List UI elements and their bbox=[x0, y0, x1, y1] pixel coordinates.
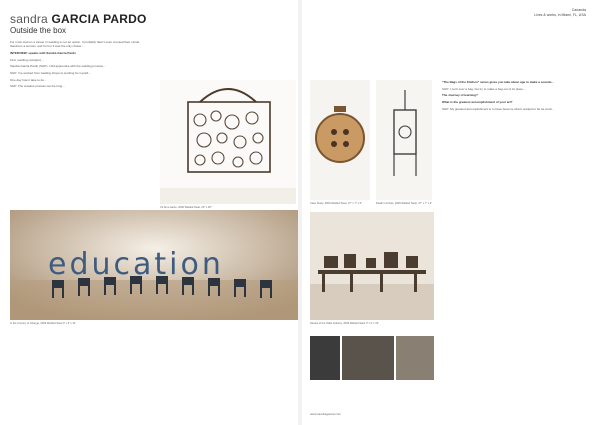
right-text-column bbox=[442, 80, 592, 114]
intro-paragraph: For most women a career in welding is not an option. It probably hasn't even crossed their minds. Sandra is a woman, and for her it was the only choice... bbox=[10, 40, 140, 49]
article-subtitle: Outside the box bbox=[10, 26, 67, 35]
photo-caption: It's All a Game, 2009 Welded Steel, 23" x 18" bbox=[160, 206, 212, 209]
header-right bbox=[534, 8, 586, 17]
website-url[interactable]: www.sandragarcia.com bbox=[310, 412, 342, 416]
body-paragraph: SGP: My greatest accomplishment is to have become what I wanted to be as a kid... bbox=[442, 106, 554, 111]
body-paragraph: One day how it take to do... bbox=[10, 77, 47, 82]
question: The Journey of learning? bbox=[442, 93, 478, 98]
photo-caption: Death Lunches, 2009 Welded Steel, 27" x 7" x 4" bbox=[376, 202, 433, 205]
interview-label: INTERVIEW: speaks with Sandra Garcia Pardo bbox=[10, 50, 76, 55]
bench-sculpture-photo bbox=[310, 212, 434, 320]
right-page bbox=[302, 0, 600, 425]
body-paragraph: SGP: I've worked from welding shops to working for myself... bbox=[10, 71, 91, 76]
title-first-name: sandra bbox=[10, 12, 48, 26]
photo-caption: Stories of the Table Industry, 2009 Welded Steel 3' x 6' x 10' bbox=[310, 322, 379, 325]
header-right-line: Cananda bbox=[571, 8, 586, 12]
left-text-column bbox=[10, 40, 140, 91]
body-paragraph: SGP: I can't ever a bag, but try to make a bag out of its place... bbox=[442, 86, 526, 91]
body-paragraph: SGP: The creative process can be long... bbox=[10, 84, 65, 89]
studio-photo-3 bbox=[396, 336, 434, 380]
education-installation-photo bbox=[10, 210, 298, 320]
body-paragraph: Sandra Garcia Pardo (SGP): I did apprentice with the welding process... bbox=[10, 64, 106, 69]
left-page bbox=[0, 0, 298, 425]
round-case-photo bbox=[310, 80, 370, 200]
question: What is the greatest accomplishment of your art? bbox=[442, 100, 513, 105]
header-right-line: Lives & works, in Miami, FL, USA bbox=[534, 12, 586, 17]
article-title bbox=[10, 12, 147, 26]
photo-caption: In the Country of Change, 2009 Welded Steel 3' x 6' x 10' bbox=[10, 322, 76, 325]
question: "The Bags of the Kitchen" series gives you take about age to make a sounds... bbox=[442, 80, 554, 84]
body-paragraph: First, welding (sculptor)... bbox=[10, 57, 44, 62]
hanging-bag-photo bbox=[160, 80, 296, 204]
photo-caption: Case Study, 2009 Welded Steel, 27" x 7" x 5" bbox=[310, 202, 362, 205]
education-sculpture-illustration bbox=[10, 210, 298, 320]
education-word: education bbox=[48, 247, 224, 282]
stick-object-photo bbox=[376, 80, 432, 200]
studio-photo-1 bbox=[310, 336, 340, 380]
studio-photo-2 bbox=[342, 336, 394, 380]
title-last-name: GARCIA PARDO bbox=[51, 12, 147, 26]
